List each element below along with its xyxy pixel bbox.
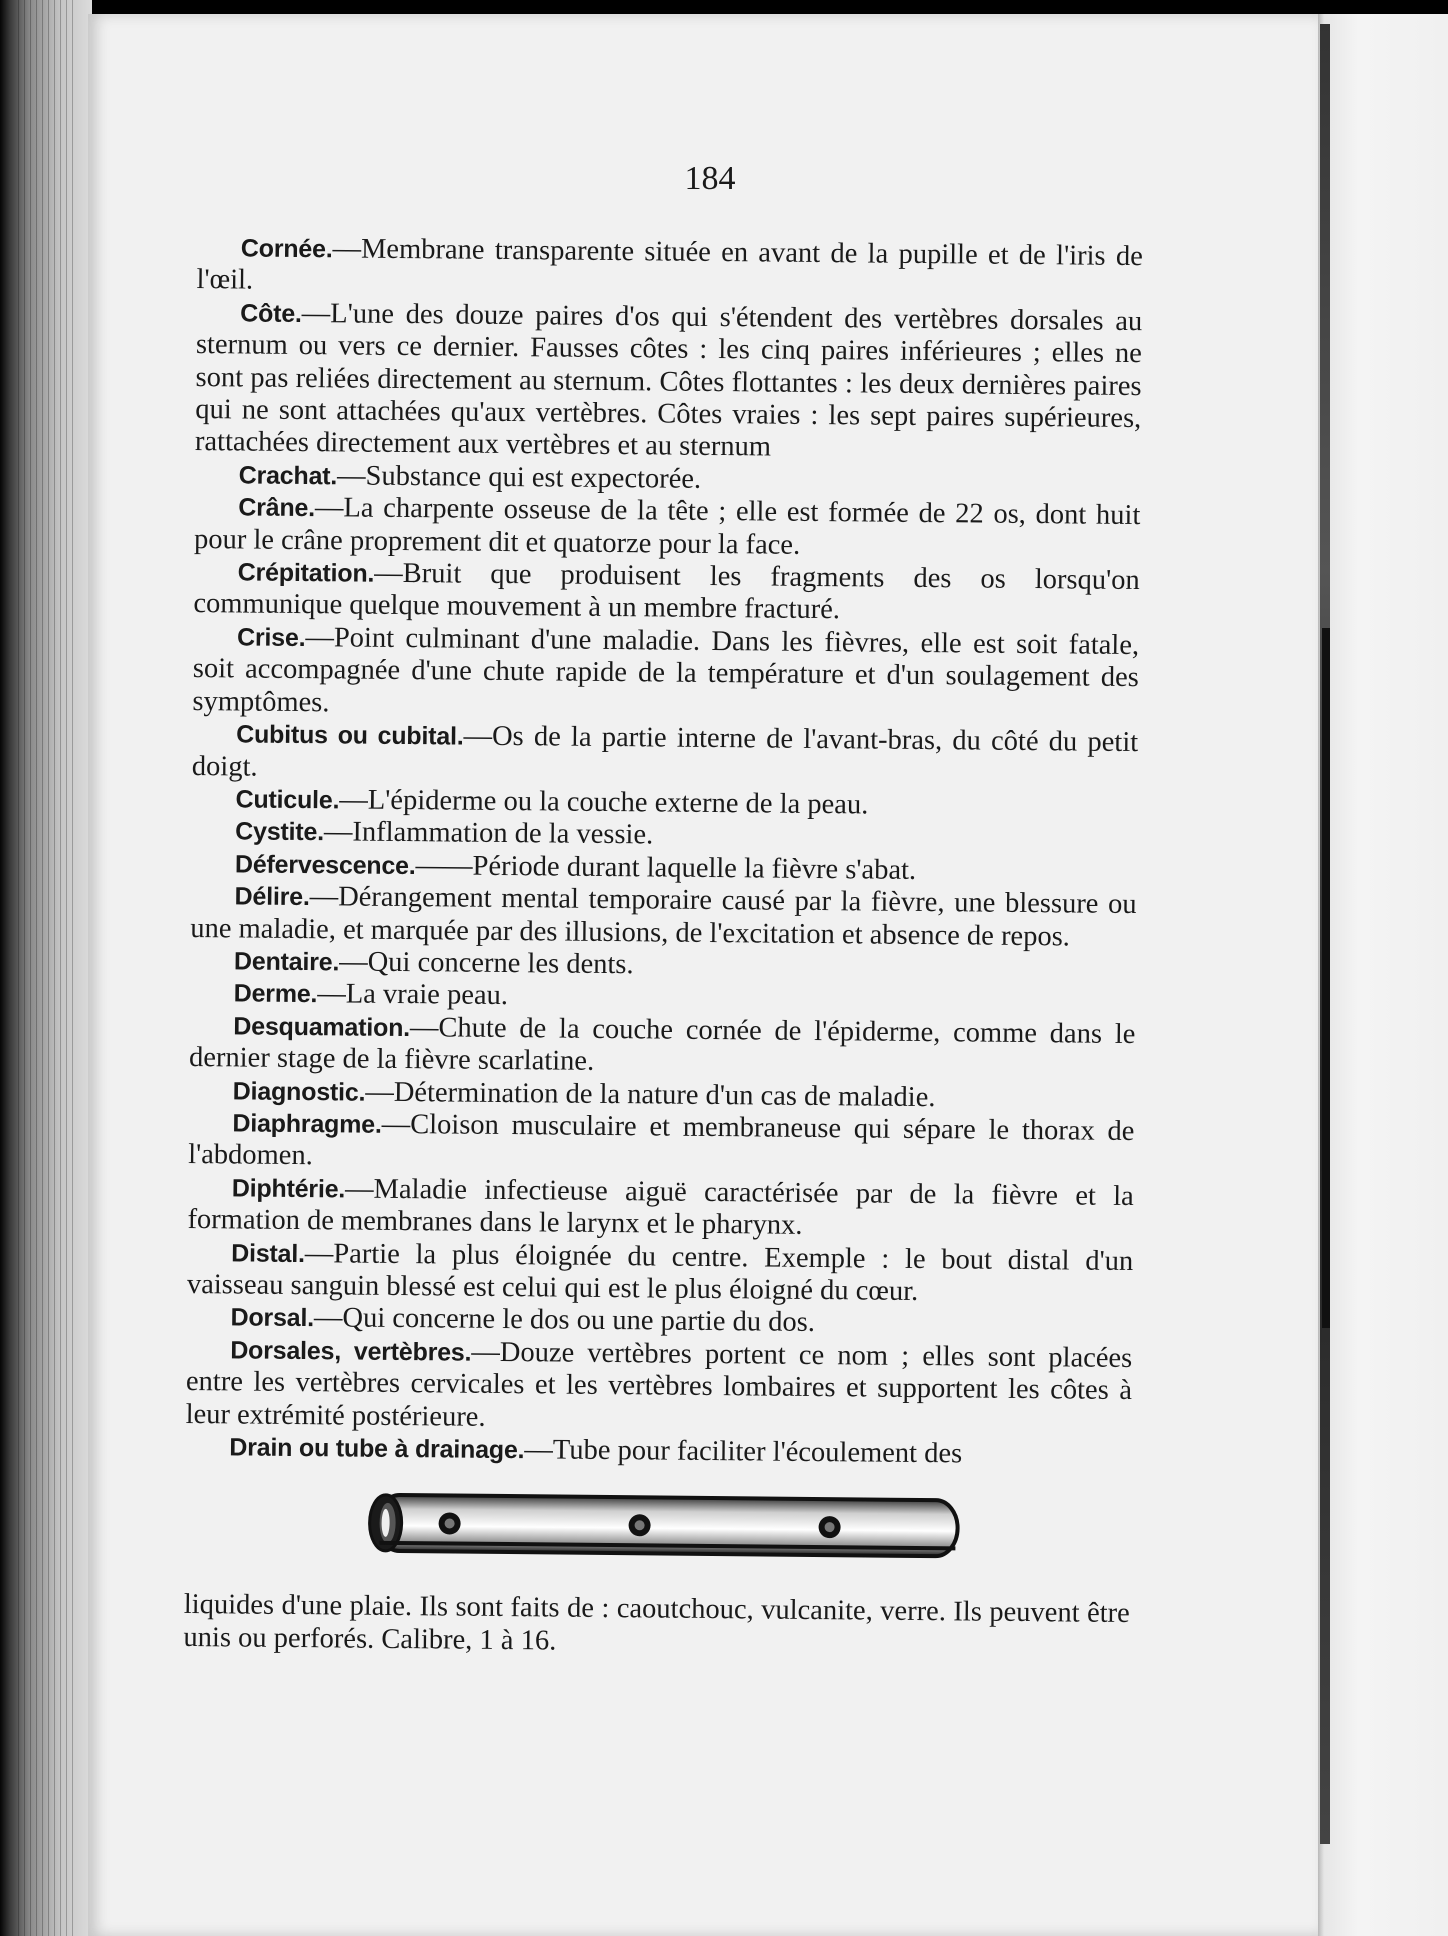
page-fore-edge bbox=[1318, 14, 1448, 1936]
entry-definition: —Inflammation de la vessie. bbox=[323, 816, 654, 851]
entry-term: Cystite. bbox=[235, 817, 325, 847]
entry-definition: —La charpente osseuse de la tête ; elle est formée de 22 os, dont huit pour le crâne proprement dit et quatorze pour la face. bbox=[193, 492, 1141, 561]
glossary-entry bbox=[185, 1334, 1132, 1440]
entry-definition: —Détermination de la nature d'un cas de maladie. bbox=[365, 1076, 936, 1113]
entry-term: Crâne. bbox=[238, 493, 316, 523]
glossary-entry bbox=[192, 621, 1139, 727]
entry-definition: —Substance qui est expectorée. bbox=[336, 460, 702, 495]
entry-term: Diphtérie. bbox=[231, 1174, 346, 1204]
glossary-entry bbox=[188, 1107, 1135, 1181]
entry-term: Cuticule. bbox=[235, 785, 340, 815]
entry-term: Dorsal. bbox=[230, 1303, 315, 1333]
glossary-entry bbox=[194, 491, 1141, 565]
entry-term: Dorsales, vertèbres. bbox=[230, 1336, 472, 1367]
entry-term: Distal. bbox=[231, 1238, 305, 1268]
entry-term: Diaphragme. bbox=[232, 1109, 382, 1139]
entry-definition: —Cloison musculaire et membraneuse qui sépare le thorax de l'abdomen. bbox=[187, 1108, 1135, 1172]
glossary-entry bbox=[192, 718, 1139, 792]
glossary-entry bbox=[189, 1010, 1136, 1084]
entry-definition: —Os de la partie interne de l'avant-bras, du côté du petit doigt. bbox=[191, 720, 1139, 783]
entry-definition: —La vraie peau. bbox=[317, 978, 509, 1012]
entry-definition: —Chute de la couche cornée de l'épiderme, comme dans le dernier stage de la fièvre scarlatine. bbox=[188, 1011, 1136, 1078]
entry-term: Cornée. bbox=[240, 234, 333, 264]
entry-continuation: liquides d'une plaie. Ils sont faits de : caoutchouc, vulcanite, verre. Ils peuvent être unis ou perforés. Calibre, 1 à 16. bbox=[183, 1589, 1130, 1657]
entry-term: Dentaire. bbox=[233, 947, 340, 977]
page-number: 184 bbox=[684, 160, 736, 197]
entry-definition: —Point culminant d'une maladie. Dans les fièvres, elle est soit fatale, soit accompagnée d'une chute rapide de la température et d'un soulagement des symptômes. bbox=[192, 621, 1140, 718]
glossary-entry bbox=[190, 880, 1137, 954]
glossary-text bbox=[183, 232, 1143, 1663]
entry-term: Côte. bbox=[240, 299, 302, 328]
entry-term: Crépitation. bbox=[237, 558, 375, 588]
glossary-entry bbox=[187, 1172, 1134, 1246]
entry-definition: —Bruit que produisent les fragments des os lorsqu'on communique quelque mouvement à un membre fracturé. bbox=[193, 557, 1140, 626]
glossary-entry bbox=[195, 297, 1143, 468]
entry-definition: —Douze vertèbres portent ce nom ; elles sont placées entre les vertèbres cervicales et les vertèbres lombaires et supportent les côtes à leur extrémité postérieure. bbox=[185, 1336, 1133, 1433]
entry-definition: —Partie la plus éloignée du centre. Exemple : le bout distal d'un vaisseau sanguin blessé est celui qui est le plus éloigné du cœur. bbox=[186, 1237, 1134, 1307]
entry-term: Crachat. bbox=[238, 461, 338, 491]
entry-definition: —L'une des douze paires d'os qui s'étendent des vertèbres dorsales au sternum ou vers ce dernier. Fausses côtes : les cinq paires inférieures ; elles ne sont pas reliées directement au sternum. Côtes flottantes : les deux dernières paires qui ne sont attachées qu'aux vertèbres. Côtes vraies : les sept paires supérieures, rattachées directement aux vertèbres et au sternum bbox=[194, 297, 1143, 463]
entry-term: Cubitus ou cubital. bbox=[236, 720, 464, 751]
entry-term: Délire. bbox=[234, 882, 310, 912]
entry-definition: —Qui concerne le dos ou une partie du dos. bbox=[313, 1302, 816, 1339]
entry-term: Défervescence. bbox=[234, 850, 416, 880]
entry-definition: —Maladie infectieuse aiguë caractérisée par de la fièvre et la formation de membranes dans le larynx et le pharynx. bbox=[187, 1173, 1134, 1242]
entry-definition: —Membrane transparente située en avant de la pupille et de l'iris de l'œil. bbox=[196, 233, 1143, 296]
entry-term: Desquamation. bbox=[233, 1012, 411, 1042]
drainage-tube-figure bbox=[184, 1483, 1131, 1576]
binding-lines bbox=[18, 0, 78, 1936]
entry-definition: —Qui concerne les dents. bbox=[339, 946, 634, 981]
entry-term: Derme. bbox=[233, 979, 318, 1009]
next-page-edge-dark bbox=[1322, 628, 1330, 1328]
glossary-entry bbox=[187, 1237, 1134, 1311]
entry-definition: ——Période durant laquelle la fièvre s'abat. bbox=[415, 849, 917, 886]
glossary-entry bbox=[193, 556, 1140, 630]
entry-term: Drain ou tube à drainage. bbox=[229, 1433, 525, 1465]
entry-term: Diagnostic. bbox=[232, 1076, 366, 1107]
entry-definition: —Dérangement mental temporaire causé par la fièvre, une blessure ou une maladie, et marquée par des illusions, de l'excitation et absence de repos. bbox=[190, 881, 1137, 952]
entry-definition: —L'épiderme ou la couche externe de la peau. bbox=[339, 784, 869, 821]
entry-term: Crise. bbox=[236, 623, 306, 652]
drainage-tube-illustration-icon bbox=[359, 1485, 970, 1571]
glossary-entry bbox=[196, 232, 1143, 306]
entry-definition: —Tube pour faciliter l'écoulement des bbox=[524, 1434, 963, 1470]
